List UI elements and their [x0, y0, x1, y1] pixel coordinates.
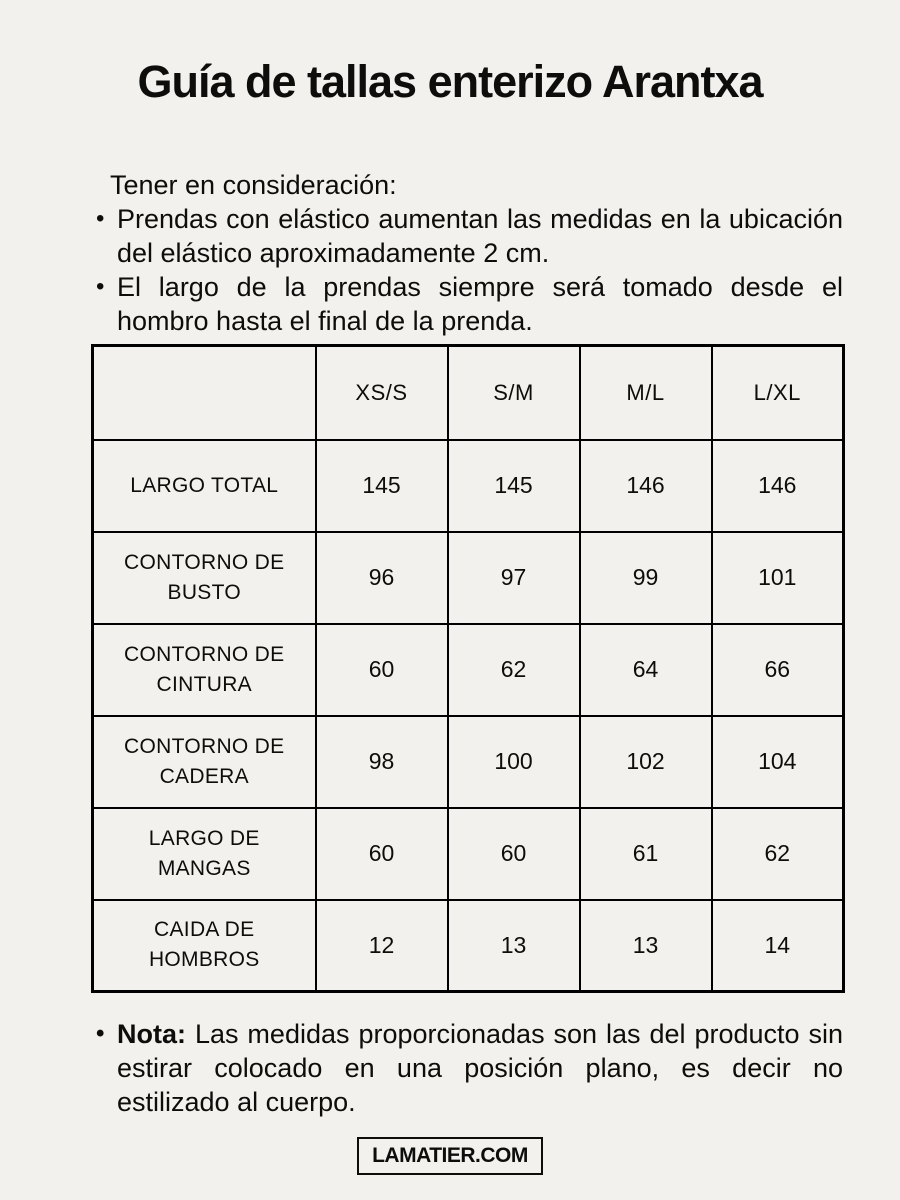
cell-value: 13: [580, 900, 712, 992]
column-header-l-xl: L/XL: [712, 346, 844, 440]
cell-value: 97: [448, 532, 580, 624]
page-title: Guía de tallas enterizo Arantxa: [137, 56, 763, 107]
considerations-section: [0, 168, 900, 338]
cell-value: 60: [448, 808, 580, 900]
bullet-icon: •: [96, 273, 105, 300]
row-label: CONTORNO DE CADERA: [93, 716, 316, 808]
cell-value: 104: [712, 716, 844, 808]
column-header-m-l: M/L: [580, 346, 712, 440]
cell-value: 146: [580, 440, 712, 532]
size-table-body: [93, 440, 844, 992]
table-row: [93, 900, 844, 992]
row-label: CAIDA DE HOMBROS: [93, 900, 316, 992]
bullet-icon: •: [96, 205, 105, 232]
brand-label: LAMATIER.COM: [372, 1144, 528, 1167]
cell-value: 145: [316, 440, 448, 532]
table-row: [93, 440, 844, 532]
row-label: CONTORNO DE BUSTO: [93, 532, 316, 624]
column-header-xs-s: XS/S: [316, 346, 448, 440]
cell-value: 145: [448, 440, 580, 532]
cell-value: 62: [712, 808, 844, 900]
considerations-list: [0, 202, 900, 338]
cell-value: 98: [316, 716, 448, 808]
row-label: LARGO TOTAL: [93, 440, 316, 532]
cell-value: 102: [580, 716, 712, 808]
column-header-s-m: S/M: [448, 346, 580, 440]
note-body: Las medidas proporcionadas son las del producto sin estirar colocado en una posición plano, es decir no estilizado al cuerpo.: [117, 1019, 843, 1117]
cell-value: 146: [712, 440, 844, 532]
cell-value: 100: [448, 716, 580, 808]
cell-value: 101: [712, 532, 844, 624]
row-label: CONTORNO DE CINTURA: [93, 624, 316, 716]
cell-value: 96: [316, 532, 448, 624]
size-table: [91, 344, 845, 993]
table-row: [93, 716, 844, 808]
cell-value: 12: [316, 900, 448, 992]
cell-value: 99: [580, 532, 712, 624]
table-row: [93, 532, 844, 624]
bullet-icon: •: [96, 1020, 105, 1047]
table-header-row: [93, 346, 844, 440]
cell-value: 13: [448, 900, 580, 992]
corner-cell: [93, 346, 316, 440]
table-row: [93, 624, 844, 716]
cell-value: 60: [316, 624, 448, 716]
list-item: [96, 202, 843, 270]
considerations-heading: Tener en consideración:: [110, 170, 397, 200]
cell-value: 61: [580, 808, 712, 900]
note-text: [96, 1017, 843, 1119]
cell-value: 64: [580, 624, 712, 716]
cell-value: 14: [712, 900, 844, 992]
bullet-text: El largo de la prendas siempre será tomado desde el hombro hasta el final de la prenda.: [117, 272, 843, 336]
footer: [0, 1137, 900, 1175]
list-item: [96, 270, 843, 338]
bullet-text: Prendas con elástico aumentan las medidas en la ubicación del elástico aproximadamente 2 cm.: [117, 204, 843, 268]
note-section: [96, 1017, 843, 1119]
note-label: Nota:: [117, 1019, 186, 1049]
row-label: LARGO DE MANGAS: [93, 808, 316, 900]
table-row: [93, 808, 844, 900]
cell-value: 66: [712, 624, 844, 716]
cell-value: 60: [316, 808, 448, 900]
brand-box: [357, 1137, 543, 1175]
cell-value: 62: [448, 624, 580, 716]
